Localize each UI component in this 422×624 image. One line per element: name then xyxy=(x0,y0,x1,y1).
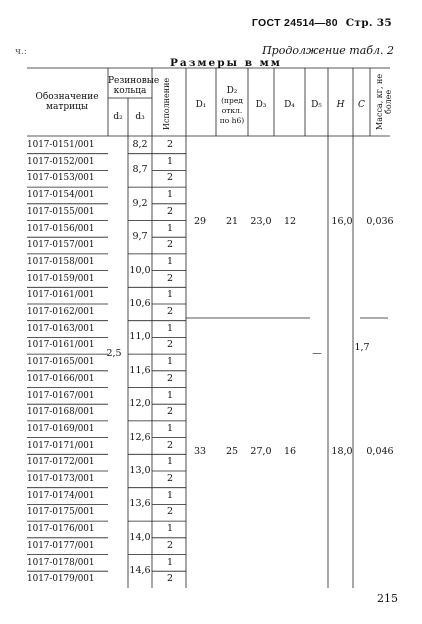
col-execution: Исполнение xyxy=(162,77,171,131)
d3-group-value: 12,0 xyxy=(129,398,151,410)
continuation-caption: Продолжение табл. 2 xyxy=(262,44,394,57)
g1-D4: 12 xyxy=(283,216,297,227)
row-execution: 2 xyxy=(166,139,174,150)
row-execution: 1 xyxy=(166,289,174,301)
row-execution: 1 xyxy=(166,322,174,334)
col-D5: D₅ xyxy=(311,100,322,110)
col-D1: D₁ xyxy=(195,100,207,110)
col-H: H xyxy=(336,100,345,110)
row-code: 1017-0168/001 xyxy=(27,407,95,418)
row-execution: 2 xyxy=(166,306,174,317)
col-rings: Резиновые кольца xyxy=(108,76,160,96)
row-execution: 2 xyxy=(166,339,174,351)
g1-D1: 29 xyxy=(193,216,207,227)
row-execution: 2 xyxy=(166,473,174,484)
page-reference: Стр. 35 xyxy=(345,17,392,29)
row-code: 1017-0174/001 xyxy=(27,490,95,501)
row-execution: 2 xyxy=(166,372,174,384)
row-code: 1017-0158/001 xyxy=(27,256,95,267)
row-execution: 1 xyxy=(166,389,174,401)
row-execution: 1 xyxy=(166,356,174,368)
col-D2-note: (пред откл. по h6) xyxy=(219,96,245,125)
row-code: 1017-0153/001 xyxy=(27,173,95,184)
sizes-title: Размеры в мм xyxy=(170,57,282,69)
row-execution: 2 xyxy=(166,573,174,585)
row-execution: 2 xyxy=(166,272,174,284)
row-execution: 1 xyxy=(166,456,174,468)
col-d3: d₃ xyxy=(135,112,145,122)
g2-mass: 0,046 xyxy=(366,446,394,457)
d3-group-value: 12,6 xyxy=(129,431,151,443)
d3-group-value: 10,0 xyxy=(129,264,151,276)
col-D2: D₂ xyxy=(226,86,238,96)
d3-group-value: 9,7 xyxy=(132,231,148,243)
col-d2: d₂ xyxy=(113,112,123,122)
row-code: 1017-0171/001 xyxy=(27,440,95,451)
d2-value: 2,5 xyxy=(106,348,122,359)
row-execution: 1 xyxy=(166,422,174,434)
g1-H: 16,0 xyxy=(331,216,353,227)
col-D4: D₄ xyxy=(284,100,295,110)
g1-D2: 21 xyxy=(225,216,239,227)
d3-group-value: 8,7 xyxy=(132,164,148,176)
row-code: 1017-0169/001 xyxy=(27,423,95,434)
col-D3: D₃ xyxy=(255,100,267,110)
standard-number: ГОСТ 24514—80 xyxy=(251,17,338,29)
C-value: 1,7 xyxy=(354,342,370,353)
row-code: 1017-0157/001 xyxy=(27,240,95,251)
row-execution: 2 xyxy=(166,506,174,518)
d3-group-value: 11,6 xyxy=(129,364,151,376)
g1-mass: 0,036 xyxy=(366,216,394,227)
d3-group-value: 14,0 xyxy=(129,531,151,543)
row-code: 1017-0166/001 xyxy=(27,373,95,384)
row-execution: 2 xyxy=(166,439,174,451)
row-code: 1017-0177/001 xyxy=(27,540,95,551)
g2-D2: 25 xyxy=(225,446,239,457)
row-execution: 2 xyxy=(166,239,174,251)
col-mass: Масса, кг, не более xyxy=(375,73,393,131)
row-code: 1017-0156/001 xyxy=(27,223,95,234)
g2-D1: 33 xyxy=(193,446,207,457)
row-code: 1017-0176/001 xyxy=(27,524,95,535)
row-code: 1017-0175/001 xyxy=(27,507,95,518)
row-code: 1017-0163/001 xyxy=(27,323,95,334)
row-code: 1017-0162/001 xyxy=(27,307,95,317)
page-number: 215 xyxy=(377,592,398,605)
row-code: 1017-0173/001 xyxy=(27,474,95,484)
col-D2-head xyxy=(216,86,248,126)
row-execution: 2 xyxy=(166,539,174,551)
col-C: C xyxy=(358,100,365,110)
row-execution: 1 xyxy=(166,255,174,267)
row-execution: 1 xyxy=(166,489,174,501)
row-execution: 1 xyxy=(166,556,174,568)
row-code: 1017-0179/001 xyxy=(27,574,95,585)
row-execution: 1 xyxy=(166,155,174,167)
d3-group-value: 14,6 xyxy=(129,565,151,577)
margin-mark: ч.: xyxy=(15,47,27,57)
row-code: 1017-0155/001 xyxy=(27,206,95,217)
d3-group-value: 10,6 xyxy=(129,298,151,309)
row-execution: 2 xyxy=(166,205,174,217)
row-execution: 2 xyxy=(166,172,174,184)
g2-D4: 16 xyxy=(283,446,297,457)
row-code: 1017-0165/001 xyxy=(27,357,95,368)
row-code: 1017-0161/001 xyxy=(27,290,95,301)
D5-value: — xyxy=(312,348,322,359)
row-code: 1017-0151/001 xyxy=(27,140,95,150)
g1-D3: 23,0 xyxy=(250,216,272,227)
row-execution: 1 xyxy=(166,523,174,535)
row-code: 1017-0152/001 xyxy=(27,156,95,167)
g2-D3: 27,0 xyxy=(250,446,272,457)
col-designation: Обозначение матрицы xyxy=(35,92,99,112)
row-code: 1017-0154/001 xyxy=(27,190,95,201)
row-code: 1017-0167/001 xyxy=(27,390,95,401)
row-execution: 1 xyxy=(166,189,174,201)
d3-group-value: 8,2 xyxy=(132,139,148,151)
row-code: 1017-0159/001 xyxy=(27,273,95,284)
row-code: 1017-0161/001 xyxy=(27,340,95,351)
d3-group-value: 9,2 xyxy=(132,197,148,209)
d3-group-value: 13,0 xyxy=(129,465,151,476)
d3-group-value: 13,6 xyxy=(129,498,151,510)
row-code: 1017-0172/001 xyxy=(27,457,95,468)
row-execution: 2 xyxy=(166,406,174,418)
d3-group-value: 11,0 xyxy=(129,331,151,343)
row-execution: 1 xyxy=(166,222,174,234)
g2-H: 18,0 xyxy=(331,446,353,457)
row-code: 1017-0178/001 xyxy=(27,557,95,568)
